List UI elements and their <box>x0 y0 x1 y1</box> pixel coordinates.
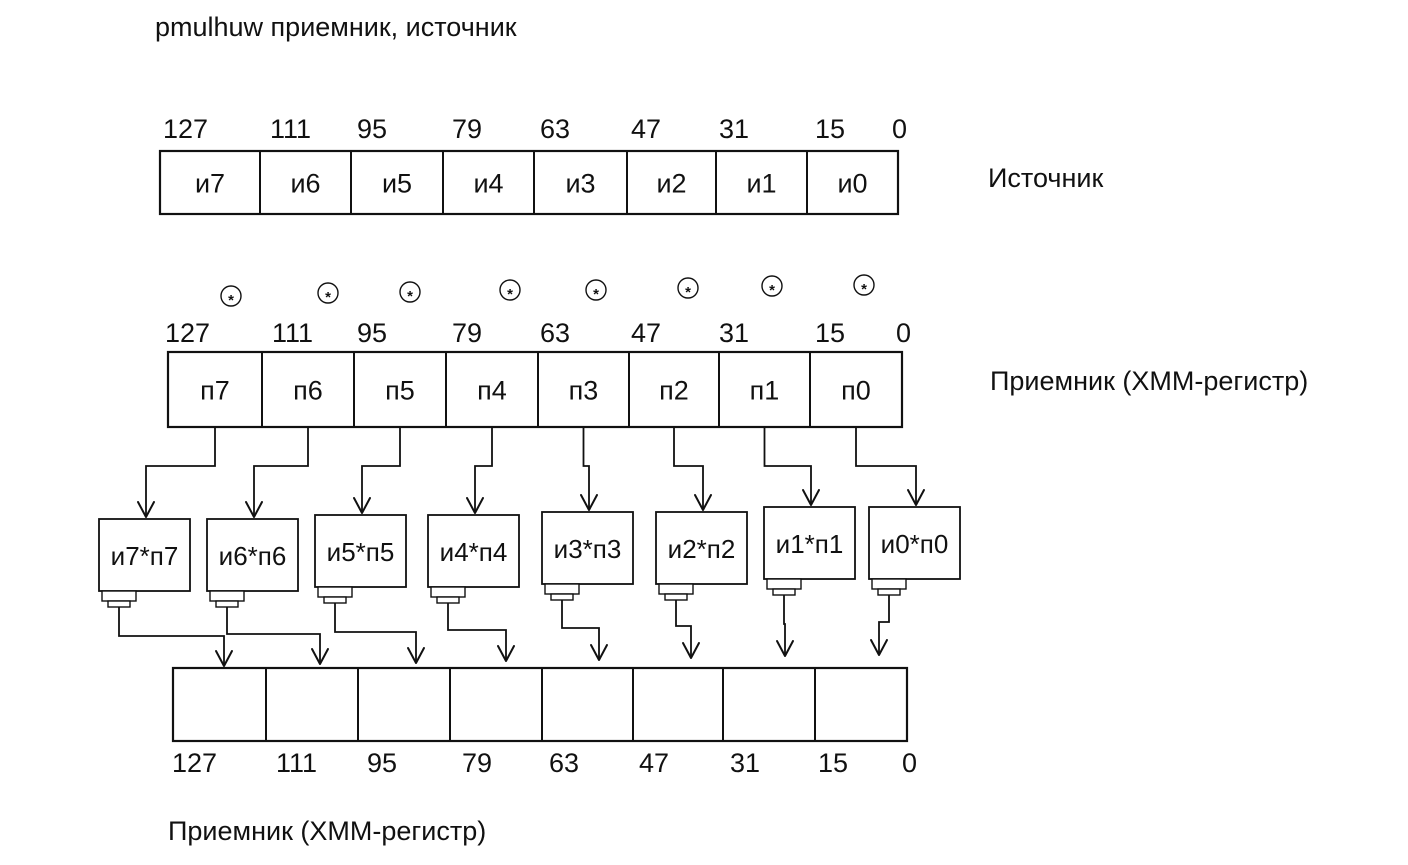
source-cell-4: и4 <box>473 168 504 199</box>
diagram-title: pmulhuw приемник, источник <box>155 12 517 42</box>
dest-cell-3: п3 <box>568 375 599 406</box>
operand-wire <box>475 427 492 513</box>
operand-wires <box>138 427 924 517</box>
svg-text:*: * <box>769 282 775 299</box>
dest-cell-4: п4 <box>477 375 507 406</box>
product-boxes <box>99 507 960 607</box>
dest-cell-6: п6 <box>293 375 323 406</box>
result-bit-111: 111 <box>276 748 318 778</box>
dest-bit-95: 95 <box>357 318 388 348</box>
product-box <box>542 512 633 600</box>
dest-cell-0: п0 <box>841 375 871 406</box>
dest-bit-0: 0 <box>896 318 912 348</box>
source-frame <box>160 151 898 214</box>
source-bit-79: 79 <box>452 114 483 144</box>
result-frame <box>173 668 907 741</box>
result-bit-labels <box>172 748 917 778</box>
svg-text:*: * <box>861 281 867 298</box>
source-cell-7: и7 <box>194 168 226 199</box>
source-bit-111: 111 <box>270 114 312 144</box>
operand-wire <box>674 427 703 510</box>
dest-cell-2: п2 <box>659 375 689 406</box>
source-bit-15: 15 <box>815 114 846 144</box>
multiply-operator <box>678 278 698 301</box>
source-cell-5: и5 <box>381 168 413 199</box>
multiply-operator <box>586 280 606 303</box>
source-bit-63: 63 <box>540 114 571 144</box>
multiply-operator <box>400 282 420 305</box>
operand-wire <box>584 427 590 510</box>
svg-text:*: * <box>407 288 413 305</box>
source-bit-95: 95 <box>357 114 388 144</box>
dest-bit-111: 111 <box>272 318 314 348</box>
result-bit-31: 31 <box>730 748 761 778</box>
multiply-operator <box>500 280 520 303</box>
result-bit-63: 63 <box>549 748 580 778</box>
product-label-7: и7*п7 <box>110 541 179 571</box>
multiply-operators <box>221 275 874 309</box>
source-bit-47: 47 <box>631 114 662 144</box>
result-bit-127: 127 <box>172 748 218 778</box>
product-label-1: и1*п1 <box>775 529 844 559</box>
result-label: Приемник (XMM-регистр) <box>168 816 487 846</box>
product-box <box>764 507 855 595</box>
result-wire <box>676 600 691 658</box>
result-register <box>173 668 907 741</box>
result-bit-79: 79 <box>462 748 493 778</box>
dest-bit-31: 31 <box>719 318 750 348</box>
product-box <box>315 515 406 603</box>
source-bit-0: 0 <box>892 114 908 144</box>
dest-bit-63: 63 <box>540 318 571 348</box>
multiply-operator <box>762 276 782 299</box>
operand-wire <box>146 427 215 517</box>
product-box <box>207 519 298 607</box>
svg-text:*: * <box>593 286 599 303</box>
product-box <box>99 519 190 607</box>
product-box <box>656 512 747 600</box>
result-bit-47: 47 <box>639 748 670 778</box>
dest-cell-1: п1 <box>749 375 780 406</box>
result-wire <box>448 603 506 661</box>
svg-text:*: * <box>325 289 331 306</box>
result-wire <box>335 603 416 663</box>
source-cell-1: и1 <box>746 168 777 199</box>
dest-cell-5: п5 <box>385 375 415 406</box>
source-label: Источник <box>988 163 1104 193</box>
operand-wire <box>362 427 400 513</box>
dest-bit-15: 15 <box>815 318 846 348</box>
source-bit-31: 31 <box>719 114 750 144</box>
product-box <box>428 515 519 603</box>
source-bit-127: 127 <box>163 114 209 144</box>
multiply-operator <box>854 275 874 298</box>
result-bit-15: 15 <box>818 748 849 778</box>
source-cell-3: и3 <box>565 168 596 199</box>
dest-bit-labels <box>165 318 911 348</box>
product-label-6: и6*п6 <box>218 541 287 571</box>
source-cell-0: и0 <box>837 168 868 199</box>
product-label-4: и4*п4 <box>439 537 508 567</box>
operand-wire <box>856 427 916 505</box>
dest-bit-47: 47 <box>631 318 662 348</box>
source-bit-labels <box>163 114 907 144</box>
multiply-operator <box>318 283 338 306</box>
product-label-5: и5*п5 <box>326 537 395 567</box>
result-wire <box>784 595 785 656</box>
multiply-operator <box>221 286 241 309</box>
dest-bit-79: 79 <box>452 318 483 348</box>
result-wire <box>227 607 320 664</box>
dest-label: Приемник (XMM-регистр) <box>990 366 1309 396</box>
dest-register <box>168 352 902 427</box>
dest-cell-7: п7 <box>200 375 230 406</box>
result-wire <box>119 607 224 666</box>
svg-text:*: * <box>685 284 691 301</box>
result-bit-0: 0 <box>902 748 918 778</box>
source-cell-6: и6 <box>290 168 321 199</box>
svg-text:*: * <box>228 292 234 309</box>
product-label-3: и3*п3 <box>553 534 622 564</box>
dest-frame <box>168 352 902 427</box>
svg-text:*: * <box>507 286 513 303</box>
source-cell-2: и2 <box>656 168 687 199</box>
product-label-2: и2*п2 <box>667 534 736 564</box>
product-box <box>869 507 960 595</box>
dest-bit-127: 127 <box>165 318 211 348</box>
source-register <box>160 151 898 214</box>
result-bit-95: 95 <box>367 748 398 778</box>
product-label-0: и0*п0 <box>880 529 949 559</box>
